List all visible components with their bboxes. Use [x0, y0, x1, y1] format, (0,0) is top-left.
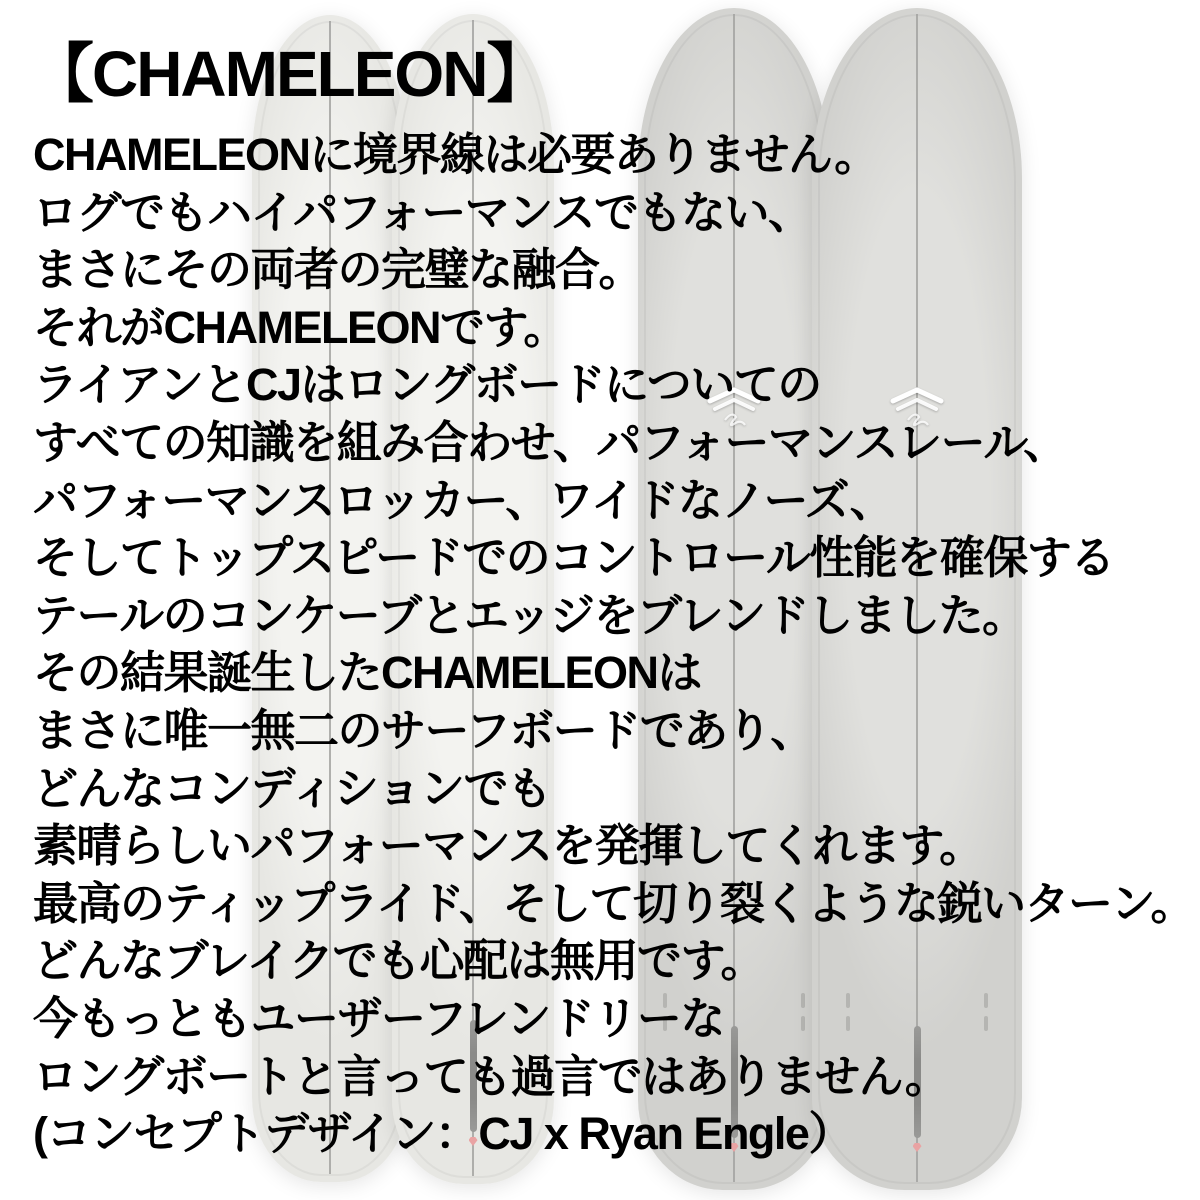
- description-line: それがCHAMELEONです。: [33, 301, 567, 353]
- description-line: パフォーマンスロッカー、ワイドなノーズ、: [33, 474, 894, 526]
- description-line: すべての知識を組み合わせ、パフォーマンスレール、: [33, 416, 1067, 468]
- description-line: 今もっともユーザーフレンドリーな: [33, 992, 724, 1044]
- description-line: ログでもハイパフォーマンスでもない、: [33, 186, 812, 238]
- description-line: (コンセプトデザイン：CJ x Ryan Engle）: [33, 1108, 852, 1160]
- product-description: [33, 126, 1200, 1163]
- description-line: まさに唯一無二のサーフボードであり、: [33, 704, 814, 756]
- description-line: その結果誕生したCHAMELEONは: [33, 647, 701, 699]
- description-line: どんなコンディションでも: [33, 762, 551, 814]
- description-line: そしてトップスピードでのコントロール性能を確保する: [33, 532, 1114, 584]
- product-title: 【CHAMELEON】: [30, 38, 549, 110]
- description-line: CHAMELEONに境界線は必要ありません。: [33, 129, 878, 180]
- description-line: まさにその両者の完璧な融合。: [33, 244, 643, 296]
- description-line: ロングボートと言っても過言ではありません。: [33, 1050, 949, 1102]
- description-line: どんなブレイクでも心配は無用です。: [33, 935, 764, 987]
- description-line: 最高のティップライド、そして切り裂くような鋭いターン。: [33, 877, 1195, 929]
- description-line: テールのコンケーブとエッジをブレンドしました。: [33, 589, 1026, 641]
- description-line: 素晴らしいパフォーマンスを発揮してくれます。: [33, 820, 983, 872]
- description-line: ライアンとCJはロングボードについての: [33, 359, 821, 411]
